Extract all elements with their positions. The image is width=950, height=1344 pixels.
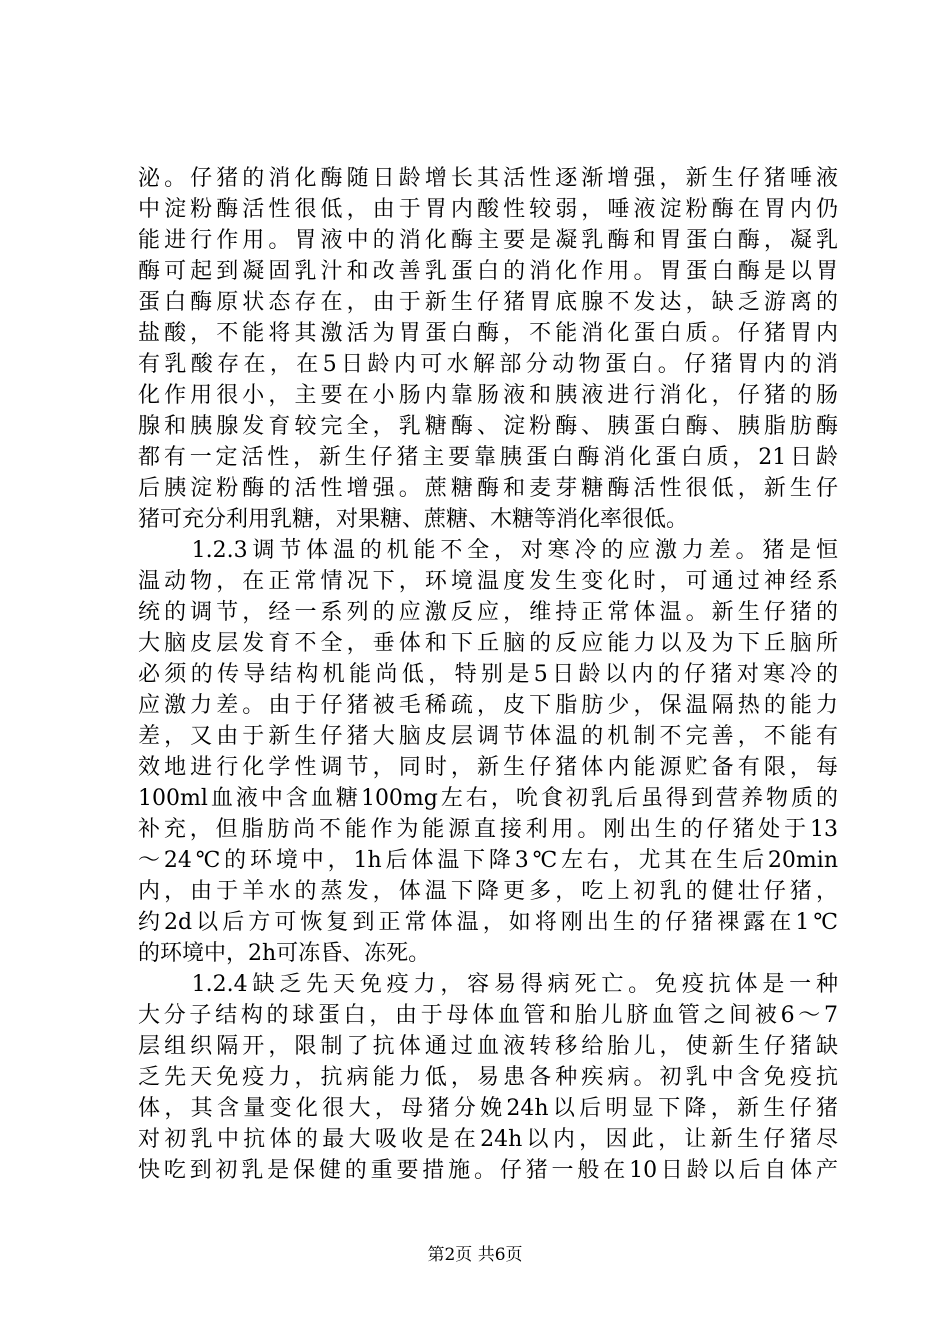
text-line: 都有一定活性，新生仔猪主要靠胰蛋白酶消化蛋白质，21日龄 bbox=[138, 445, 838, 470]
text-line: 盐酸，不能将其激活为胃蛋白酶，不能消化蛋白质。仔猪胃内 bbox=[138, 321, 838, 346]
text-line: ～24℃的环境中，1h后体温下降3℃左右，尤其在生后20min bbox=[138, 848, 838, 873]
text-line: 1.2.3调节体温的机能不全，对寒冷的应激力差。猪是恒 bbox=[138, 538, 838, 563]
text-line: 泌。仔猪的消化酶随日龄增长其活性逐渐增强，新生仔猪唾液 bbox=[138, 166, 838, 191]
text-line: 酶可起到凝固乳汁和改善乳蛋白的消化作用。胃蛋白酶是以胃 bbox=[138, 259, 838, 284]
text-line: 中淀粉酶活性很低，由于胃内酸性较弱，唾液淀粉酶在胃内仍 bbox=[138, 197, 838, 222]
text-line: 对初乳中抗体的最大吸收是在24h以内，因此，让新生仔猪尽 bbox=[138, 1127, 838, 1152]
text-line: 约2d以后方可恢复到正常体温，如将刚出生的仔猪裸露在1℃ bbox=[138, 910, 838, 935]
text-line: 应激力差。由于仔猪被毛稀疏，皮下脂肪少，保温隔热的能力 bbox=[138, 693, 838, 718]
text-line: 乏先天免疫力，抗病能力低，易患各种疾病。初乳中含免疫抗 bbox=[138, 1065, 838, 1090]
page-footer: 第2页 共6页 bbox=[427, 1245, 523, 1265]
text-line: 能进行作用。胃液中的消化酶主要是凝乳酶和胃蛋白酶，凝乳 bbox=[138, 228, 838, 253]
text-line: 大分子结构的球蛋白，由于母体血管和胎儿脐血管之间被6～7 bbox=[138, 1003, 838, 1028]
text-line: 体，其含量变化很大，母猪分娩24h以后明显下降，新生仔猪 bbox=[138, 1096, 838, 1121]
text-line: 补充，但脂肪尚不能作为能源直接利用。刚出生的仔猪处于13 bbox=[138, 817, 838, 842]
text-line: 层组织隔开，限制了抗体通过血液转移给胎儿，使新生仔猪缺 bbox=[138, 1034, 838, 1059]
text-line: 温动物，在正常情况下，环境温度发生变化时，可通过神经系 bbox=[138, 569, 838, 594]
text-line: 内，由于羊水的蒸发，体温下降更多，吃上初乳的健壮仔猪， bbox=[138, 879, 838, 904]
body-text bbox=[138, 163, 838, 1186]
text-line: 效地进行化学性调节，同时，新生仔猪体内能源贮备有限，每 bbox=[138, 755, 838, 780]
text-line: 大脑皮层发育不全，垂体和下丘脑的反应能力以及为下丘脑所 bbox=[138, 631, 838, 656]
text-line: 有乳酸存在，在5日龄内可水解部分动物蛋白。仔猪胃内的消 bbox=[138, 352, 838, 377]
text-line: 的环境中，2h可冻昏、冻死。 bbox=[138, 941, 431, 966]
text-line: 腺和胰腺发育较完全，乳糖酶、淀粉酶、胰蛋白酶、胰脂肪酶 bbox=[138, 414, 838, 439]
text-line: 快吃到初乳是保健的重要措施。仔猪一般在10日龄以后自体产 bbox=[138, 1158, 838, 1183]
text-line: 差，又由于新生仔猪大脑皮层调节体温的机制不完善，不能有 bbox=[138, 724, 838, 749]
text-line: 统的调节，经一系列的应激反应，维持正常体温。新生仔猪的 bbox=[138, 600, 838, 625]
text-line: 必须的传导结构机能尚低，特别是5日龄以内的仔猪对寒冷的 bbox=[138, 662, 838, 687]
text-line: 后胰淀粉酶的活性增强。蔗糖酶和麦芽糖酶活性很低，新生仔 bbox=[138, 476, 838, 501]
text-line: 化作用很小，主要在小肠内靠肠液和胰液进行消化，仔猪的肠 bbox=[138, 383, 838, 408]
text-line: 1.2.4缺乏先天免疫力，容易得病死亡。免疫抗体是一种 bbox=[138, 972, 838, 997]
text-line: 猪可充分利用乳糖，对果糖、蔗糖、木糖等消化率很低。 bbox=[138, 507, 689, 532]
text-line: 100ml血液中含血糖100mg左右，吮食初乳后虽得到营养物质的 bbox=[138, 786, 838, 811]
text-line: 蛋白酶原状态存在，由于新生仔猪胃底腺不发达，缺乏游离的 bbox=[138, 290, 838, 315]
